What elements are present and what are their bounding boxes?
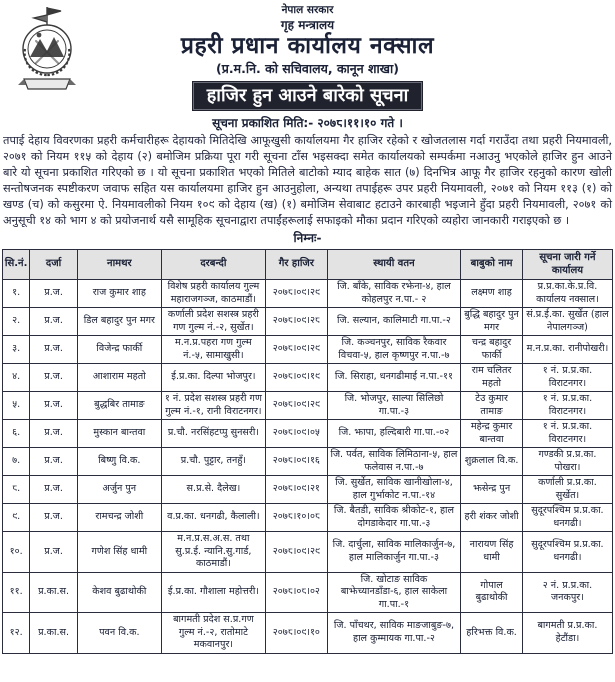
cell-col-7: गण्डकी प्र.प्र.का. पोखरा। [522, 448, 612, 476]
column-header-1: दर्जा [30, 250, 78, 280]
government-name: नेपाल सरकार [281, 4, 334, 16]
cell-col-3: प्र.चौ. नरसिंहटप्पु सुनसरी। [161, 420, 265, 448]
cell-col-4: २०७८।०९।०५ [265, 420, 327, 448]
cell-col-2: आशाराम महतो [77, 364, 161, 392]
cell-col-6: महेन्द्र कुमार बान्तवा [461, 420, 523, 448]
cell-col-1: प्र.ज. [30, 420, 78, 448]
cell-col-7: १ नं. प्र.प्र.का. विराटनगर। [522, 420, 612, 448]
cell-col-7: सुदूरपश्चिम प्र.प्र.का. धनगढी। [522, 504, 612, 532]
nepal-police-emblem-icon [16, 5, 78, 97]
cell-col-0: ४. [3, 364, 30, 392]
table-row [3, 476, 613, 504]
table-row [3, 336, 613, 364]
cell-col-4: २०७८।०९।२९ [265, 392, 327, 420]
cell-col-2: बुद्धबिर तामाङ [77, 392, 161, 420]
column-header-4: गैर हाजिर [265, 250, 327, 280]
published-date: सूचना प्रकाशित मिति:- २०७८।११।१० गते । [212, 116, 403, 130]
table-row [3, 420, 613, 448]
cell-col-5: जि. सल्यान, कालिमाटी गा.पा.-२ [327, 308, 461, 336]
cell-col-3: व.प्र.का. धनगढी, कैलाली। [161, 504, 265, 532]
cell-col-4: २०७८।०९।१६ [265, 448, 327, 476]
table-row [3, 448, 613, 476]
table-body [3, 280, 613, 654]
cell-col-6: हरी शंकर जोशी [461, 504, 523, 532]
cell-col-2: बिष्णु वि.क. [77, 448, 161, 476]
cell-col-1: प्र.ज. [30, 336, 78, 364]
cell-col-0: १०. [3, 532, 30, 573]
cell-col-2: गणेश सिंह धामी [77, 532, 161, 573]
cell-col-1: प्र.का.स. [30, 572, 78, 613]
cell-col-1: प्र.ज. [30, 308, 78, 336]
cell-col-5: जि. दार्चुला, साविक मालिकार्जुन-७, हाल मालिकार्जुन गा.पा.-३ [327, 532, 461, 573]
cell-col-5: जि. बाँके, साविक रझेना-४, हाल कोहलपुर न.पा.- २ [327, 280, 461, 308]
cell-col-5: जि. सिराहा, धनगढीमाई न.पा.-११ [327, 364, 461, 392]
cell-col-6: बुद्धि बहादुर पुन मगर [461, 308, 523, 336]
cell-col-5: जि. भोजपुर, साल्पा सिलिछो गा.पा.-३ [327, 392, 461, 420]
cell-col-7: सुदूरपश्चिम प्र.प्र.का. धनगढी। [522, 532, 612, 573]
table-row [3, 613, 613, 654]
cell-col-6: हरिभक्त वि.क. [461, 613, 523, 654]
column-header-2: नामथर [77, 250, 161, 280]
cell-col-1: प्र.ज. [30, 532, 78, 573]
cell-col-0: २. [3, 308, 30, 336]
notice-title: हाजिर हुन आउने बारेको सूचना [192, 81, 424, 111]
cell-col-0: १२. [3, 613, 30, 654]
cell-col-2: राज कुमार शाह [77, 280, 161, 308]
cell-col-2: पवन वि.क. [77, 613, 161, 654]
cell-col-5: जि. झापा, हल्दिबारी गा.पा.-०२ [327, 420, 461, 448]
cell-col-0: ८. [3, 476, 30, 504]
cell-col-5: जि. सुर्खेत, साविक खानीखोला-४, हाल गुर्भाकोट न.पा.-१४ [327, 476, 461, 504]
table-row [3, 504, 613, 532]
cell-col-4: २०७८।०९।१९ [265, 364, 327, 392]
column-header-5: स्थायी वतन [327, 250, 461, 280]
table-row [3, 280, 613, 308]
cell-col-7: प्र.प्र.का.के.प्र.वि. कार्यालय नक्साल। [522, 280, 612, 308]
cell-col-4: २०७८।०८।०२ [265, 572, 327, 613]
cell-col-5: जि. कञ्चनपुर, साविक रैकवार विचवा-५, हाल कृष्णपुर न.पा.-७ [327, 336, 461, 364]
cell-col-6: टेउ कुमार तामाङ [461, 392, 523, 420]
cell-col-7: २ नं. प्र.प्र.का. जनकपुर। [522, 572, 612, 613]
cell-col-3: कर्णाली प्रदेश सशस्त्र प्रहरी गण गुल्म नं.-२, सुर्खेत। [161, 308, 265, 336]
office-name: प्रहरी प्रधान कार्यालय नक्साल [180, 33, 435, 59]
cell-col-2: मुस्कान बान्तवा [77, 420, 161, 448]
cell-col-3: ई.प्र.का. गौशाला महोत्तरी। [161, 572, 265, 613]
cell-col-6: लक्ष्मण शाह [461, 280, 523, 308]
column-header-3: दरबन्दी [161, 250, 265, 280]
cell-col-0: १. [3, 280, 30, 308]
cell-col-2: केशव बुढाथोकी [77, 572, 161, 613]
cell-col-1: प्र.ज. [30, 392, 78, 420]
cell-col-0: ५. [3, 392, 30, 420]
cell-col-7: बागमती प्र.प्र.का. हेटौंडा। [522, 613, 612, 654]
table-row [3, 532, 613, 573]
cell-col-2: डिल बहादुर पुन मगर [77, 308, 161, 336]
cell-col-0: ९. [3, 504, 30, 532]
cell-col-0: ७. [3, 448, 30, 476]
cell-col-4: २०७८।०९।१० [265, 613, 327, 654]
table-row [3, 364, 613, 392]
cell-col-4: २०७८।१०।०८ [265, 504, 327, 532]
cell-col-0: ११. [3, 572, 30, 613]
cell-col-3: म.न.प्र.स.अ.स. तथा सु.प्र.ई. न्यानि.सु.गार्ड, काठमाडौं। [161, 532, 265, 573]
letterhead [0, 0, 615, 131]
cell-col-7: सं.प्र.ई.का. सुर्खेत (हाल नेपालगञ्ज) [522, 308, 612, 336]
cell-col-0: ३. [3, 336, 30, 364]
cell-col-4: २०७८।०९।२१ [265, 476, 327, 504]
table-row [3, 572, 613, 613]
absentee-roster-table [2, 249, 613, 654]
cell-col-1: प्र.ज. [30, 504, 78, 532]
column-header-7: सूचना जारी गर्ने कार्यालय [522, 250, 612, 280]
column-header-0: सि.नं. [3, 250, 30, 280]
table-header [3, 250, 613, 280]
cell-col-2: विजेन्द्र फार्की [77, 336, 161, 364]
cell-col-7: म.न.प्र.का. रानीपोखरी। [522, 336, 612, 364]
cell-col-6: शुक्रलाल वि.क. [461, 448, 523, 476]
cell-col-1: प्र.ज. [30, 448, 78, 476]
cell-col-3: स.प्र.से. दैलेख। [161, 476, 265, 504]
cell-col-3: प्र.चौ. पुट्टार, तनहुँ। [161, 448, 265, 476]
list-label: निम्नः- [293, 231, 322, 245]
cell-col-7: १ नं. प्र.प्र.का. विराटनगर। [522, 392, 612, 420]
cell-col-5: जि. बैतडी, साविक श्रीकोट-१, हाल दोगडाकेदार गा.पा.-३ [327, 504, 461, 532]
table-header-row [3, 250, 613, 280]
cell-col-1: प्र.ज. [30, 476, 78, 504]
ministry-name: गृह मन्त्रालय [280, 18, 335, 32]
cell-col-6: चन्द्र बहादुर फार्की [461, 336, 523, 364]
cell-col-5: जि. पर्वत, साविक लिमिठाना-५, हाल फलेवास न.पा.-७ [327, 448, 461, 476]
cell-col-3: म.न.प्र.पहरा गण गुल्म नं.-५, सामाखुसी। [161, 336, 265, 364]
cell-col-1: प्र.का.स. [30, 613, 78, 654]
cell-col-0: ६. [3, 420, 30, 448]
cell-col-4: २०७८।०९।२९ [265, 532, 327, 573]
cell-col-2: रामचन्द्र जोशी [77, 504, 161, 532]
cell-col-1: प्र.ज. [30, 280, 78, 308]
cell-col-3: विशेष प्रहरी कार्यालय गुल्म महाराजगञ्ज, काठमाडौं। [161, 280, 265, 308]
cell-col-6: राम चलितर महतो [461, 364, 523, 392]
cell-col-4: २०७८।०९।२९ [265, 280, 327, 308]
cell-col-6: नारायण सिंह धामी [461, 532, 523, 573]
cell-col-7: १ नं. प्र.प्र.का. विराटनगर। [522, 364, 612, 392]
cell-col-3: १ नं. प्रदेश सशस्त्र प्रहरी गण गुल्म नं.-१, रानी विराटनगर। [161, 392, 265, 420]
table-row [3, 392, 613, 420]
column-header-6: बाबुको नाम [461, 250, 523, 280]
cell-col-4: २०७८।०९।२९ [265, 336, 327, 364]
cell-col-4: २०७८।०९।२८ [265, 308, 327, 336]
cell-col-3: ई.प्र.का. दिल्पा भोजपुर। [161, 364, 265, 392]
cell-col-3: बागमती प्रदेश स.प्र.गण गुल्म नं.-२, रातोमाटे मकवानपुर। [161, 613, 265, 654]
cell-col-7: कर्णाली प्र.प्र.का. सुर्खेत। [522, 476, 612, 504]
cell-col-6: झसेन्द्र पुन [461, 476, 523, 504]
table-row [3, 308, 613, 336]
cell-col-2: अर्जुन पुन [77, 476, 161, 504]
notice-paragraph: तपाई देहाय विवरणका प्रहरी कर्मचारीहरू देहायको मितिदेखि आफूखुसी कार्यालयमा गैर हाजिर रहेको र खोजतलास गर्दा गराउँदा तथा प्रहरी नियमावली, २०७१ को नियम ११५ को देहाय (२) बमोजिम प्रक्रिया पूरा गरी सूचना टाँस भइसक्दा समेत कार्यालयको सम्पर्कमा नआउनु भएकोले हाजिर हुन आउने बारे यो सूचना प्रकाशित गरिएको छ । यो सूचना प्रकाशित भएको मितिले बाटोको म्याद बाहेक सात (७) दिनभित्र आफू गैर हाजिर रहनुको कारण खोली सन्तोषजनक स्पष्टीकरण जवाफ सहित यस कार्यालयमा हाजिर हुन आउनुहोला, अन्यथा तपाईहरू उपर प्रहरी नियमावली, २०७१ को नियम ११३ (१) को खण्ड (च) को कसुरमा ऐ. नियमावलीको नियम १०९ को देहाय (ख) (१) बमोजिम सेवाबाट हटाउने कारबाही भइजाने हुँदा प्रहरी नियमावली, २०७१ को अनुसूची १४ को भाग ४ को प्रयोजनार्थ यसै सामूहिक सूचनाद्वारा तपाईंहरूलाई सफाइको मौका प्रदान गरिएको व्यहोरा जानकारी गराइएको छ । [3, 134, 612, 227]
cell-col-5: जि. पाँचथर, साविक माङजाबुङ-७, हाल कुम्मायक गा.पा.-२ [327, 613, 461, 654]
cell-col-1: प्र.ज. [30, 364, 78, 392]
sub-office-name: (प्र.म.नि. को सचिवालय, कानून शाखा) [216, 61, 399, 76]
cell-col-5: जि. खोटाङ साविक बाझेच्यानडाँडा-६, हाल साकेला गा.पा.-१ [327, 572, 461, 613]
cell-col-6: गोपाल बुढाथोकी [461, 572, 523, 613]
